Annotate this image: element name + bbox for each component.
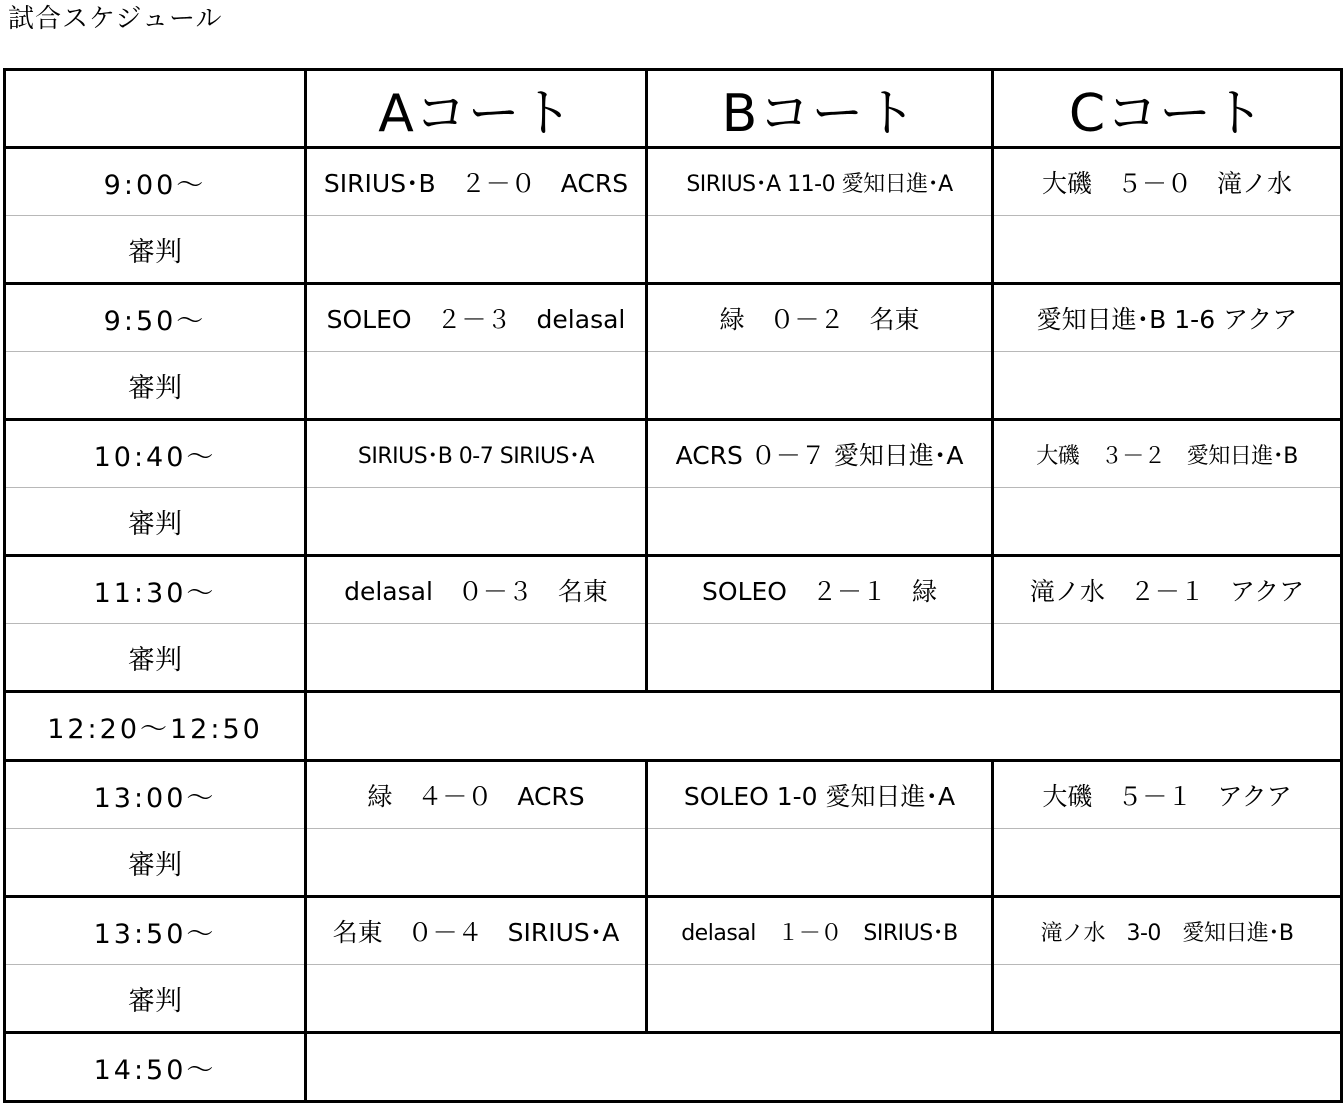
time-cell: 9:00～: [5, 148, 306, 216]
referee-label: 審判: [5, 216, 306, 284]
match-cell-b: delasal １－０ SIRIUS･B: [647, 897, 993, 965]
referee-row: [5, 965, 1342, 1033]
match-cell-c: 滝ノ水 3-0 愛知日進･B: [993, 897, 1342, 965]
referee-label: 審判: [5, 624, 306, 692]
time-cell: 14:50～: [5, 1033, 306, 1102]
referee-cell-c: [993, 352, 1342, 420]
referee-cell-a: [306, 624, 647, 692]
time-cell: 9:50～: [5, 284, 306, 352]
match-cell-c: 滝ノ水 ２－１ アクア: [993, 556, 1342, 624]
match-cell-c: 大磯 ５－０ 滝ノ水: [993, 148, 1342, 216]
referee-cell-b: [647, 352, 993, 420]
match-row: [5, 556, 1342, 624]
referee-row: [5, 624, 1342, 692]
break-cell: [306, 692, 1342, 761]
match-cell-a: delasal ０－３ 名東: [306, 556, 647, 624]
match-cell-b: SOLEO ２－１ 緑: [647, 556, 993, 624]
match-row: [5, 420, 1342, 488]
referee-cell-a: [306, 352, 647, 420]
time-cell: 11:30～: [5, 556, 306, 624]
match-cell-a: 名東 ０－４ SIRIUS･A: [306, 897, 647, 965]
match-row: [5, 761, 1342, 829]
match-cell-a: SOLEO ２－３ delasal: [306, 284, 647, 352]
referee-row: [5, 829, 1342, 897]
referee-cell-a: [306, 216, 647, 284]
court-b-header: Bコート: [647, 70, 993, 148]
match-cell-c: 愛知日進･B 1-6 アクア: [993, 284, 1342, 352]
match-row: [5, 284, 1342, 352]
referee-cell-a: [306, 965, 647, 1033]
match-row: [5, 148, 1342, 216]
header-blank-cell: [5, 70, 306, 148]
match-cell-b: 緑 ０－２ 名東: [647, 284, 993, 352]
end-cell: [306, 1033, 1342, 1102]
referee-label: 審判: [5, 829, 306, 897]
referee-cell-c: [993, 488, 1342, 556]
match-cell-b: ACRS ０－７ 愛知日進･A: [647, 420, 993, 488]
schedule-table: [3, 68, 1343, 1103]
referee-row: [5, 216, 1342, 284]
match-cell-a: 緑 ４－０ ACRS: [306, 761, 647, 829]
referee-label: 審判: [5, 488, 306, 556]
referee-cell-b: [647, 965, 993, 1033]
referee-cell-b: [647, 488, 993, 556]
referee-cell-c: [993, 624, 1342, 692]
match-cell-a: SIRIUS･B ２－０ ACRS: [306, 148, 647, 216]
time-cell: 13:50～: [5, 897, 306, 965]
referee-cell-a: [306, 488, 647, 556]
referee-label: 審判: [5, 965, 306, 1033]
time-cell: 10:40～: [5, 420, 306, 488]
header-row: [5, 70, 1342, 148]
referee-row: [5, 352, 1342, 420]
referee-cell-b: [647, 216, 993, 284]
court-c-header: Cコート: [993, 70, 1342, 148]
referee-cell-c: [993, 965, 1342, 1033]
time-cell: 13:00～: [5, 761, 306, 829]
court-a-header: Aコート: [306, 70, 647, 148]
referee-cell-b: [647, 624, 993, 692]
match-cell-c: 大磯 ５－１ アクア: [993, 761, 1342, 829]
match-cell-a: SIRIUS･B 0-7 SIRIUS･A: [306, 420, 647, 488]
break-row: [5, 692, 1342, 761]
time-cell: 12:20～12:50: [5, 692, 306, 761]
referee-cell-a: [306, 829, 647, 897]
match-cell-b: SOLEO 1-0 愛知日進･A: [647, 761, 993, 829]
referee-cell-c: [993, 829, 1342, 897]
match-cell-b: SIRIUS･A 11-0 愛知日進･A: [647, 148, 993, 216]
end-row: [5, 1033, 1342, 1102]
referee-cell-c: [993, 216, 1342, 284]
referee-cell-b: [647, 829, 993, 897]
page-title: 試合スケジュール: [8, 4, 223, 34]
referee-label: 審判: [5, 352, 306, 420]
match-cell-c: 大磯 ３－２ 愛知日進･B: [993, 420, 1342, 488]
match-row: [5, 897, 1342, 965]
referee-row: [5, 488, 1342, 556]
